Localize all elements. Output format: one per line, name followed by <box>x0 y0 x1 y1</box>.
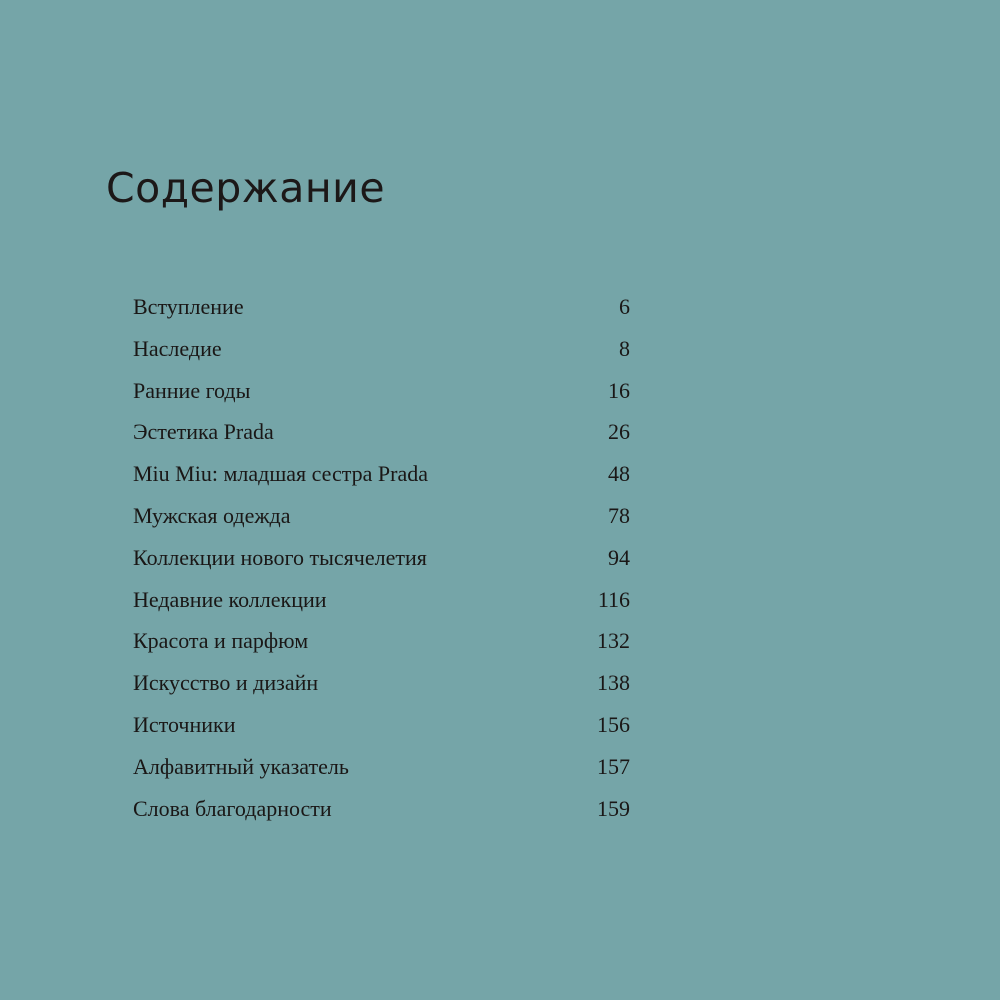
toc-entry-page: 78 <box>608 502 630 528</box>
toc-entry-page: 116 <box>597 586 630 612</box>
toc-entry-label: Вступление <box>133 294 244 319</box>
toc-entry-early-years <box>133 370 630 412</box>
toc-entry-label: Ранние годы <box>133 377 251 403</box>
toc-entry-heritage <box>133 328 630 370</box>
toc-entry-page: 16 <box>608 377 630 403</box>
toc-entry-recent-collections <box>133 579 630 621</box>
toc-entry-label: Искусство и дизайн <box>133 670 319 696</box>
toc-entry-label: Miu Miu: младшая сестра Prada <box>133 461 428 487</box>
toc-entry-label: Алфавитный указатель <box>133 753 349 779</box>
table-of-contents <box>133 286 630 829</box>
toc-entry-label: Эстетика Prada <box>133 419 274 445</box>
page-title: Содержание <box>106 164 386 212</box>
toc-entry-label: Мужская одежда <box>133 502 291 528</box>
toc-entry-page: 26 <box>608 419 630 445</box>
toc-entry-miu-miu <box>133 453 630 495</box>
toc-entry-acknowledgements <box>133 788 630 830</box>
toc-entry-sources <box>133 704 630 746</box>
toc-entry-menswear <box>133 495 630 537</box>
toc-entry-page: 8 <box>619 335 630 361</box>
toc-entry-label: Коллекции нового тысячелетия <box>133 544 427 570</box>
toc-entry-page: 48 <box>608 461 630 487</box>
toc-entry-index <box>133 746 630 788</box>
toc-entry-art-design <box>133 662 630 704</box>
toc-entry-page: 94 <box>608 544 630 570</box>
toc-entry-page: 132 <box>597 628 630 654</box>
toc-entry-page: 159 <box>597 795 630 821</box>
toc-entry-page: 157 <box>597 753 630 779</box>
toc-entry-label: Слова благодарности <box>133 795 332 821</box>
toc-entry-millennium-collections <box>133 537 630 579</box>
toc-entry-prada-aesthetics <box>133 411 630 453</box>
toc-entry-label: Красота и парфюм <box>133 628 309 654</box>
toc-entry-label: Недавние коллекции <box>133 586 327 612</box>
toc-entry-label: Источники <box>133 711 236 737</box>
toc-entry-label: Наследие <box>133 335 222 361</box>
toc-entry-page: 156 <box>597 711 630 737</box>
toc-entry-beauty-perfume <box>133 620 630 662</box>
toc-entry-page: 138 <box>597 670 630 696</box>
toc-entry-page: 6 <box>619 294 630 319</box>
toc-entry-introduction <box>133 286 630 328</box>
